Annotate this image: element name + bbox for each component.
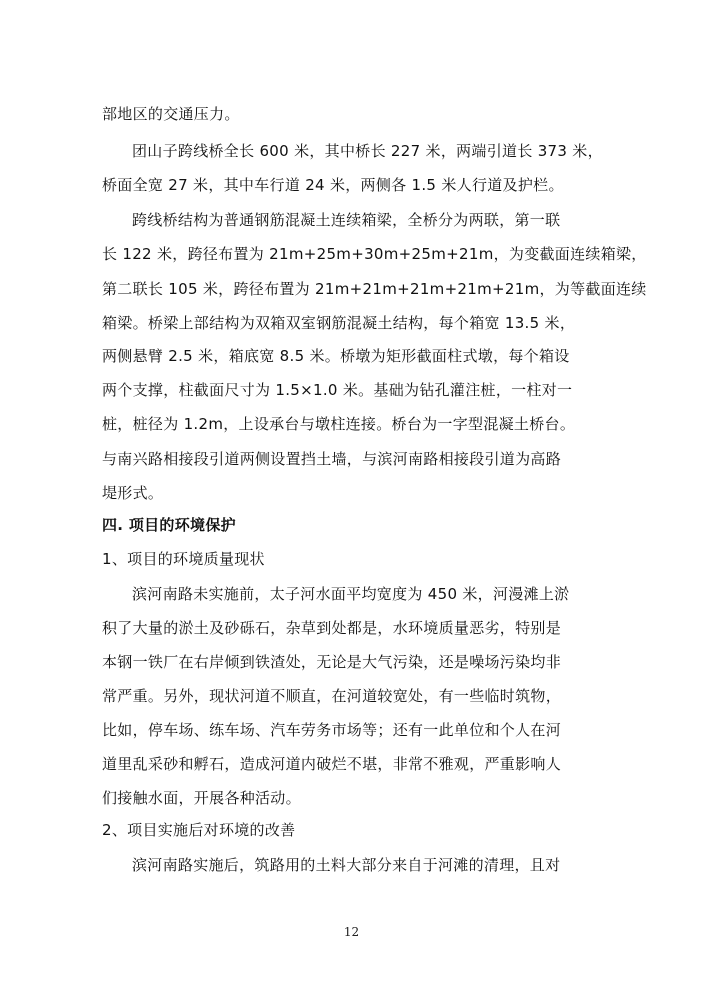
paragraph-line: 与南兴路相接段引道两侧设置挡土墙，与滨河南路相接段引道为高路 [102, 450, 562, 468]
paragraph-line: 滨河南路实施后，筑路用的土料大部分来自于河滩的清理，且对 [132, 856, 561, 874]
paragraph-line: 堤形式。 [102, 484, 164, 502]
subsection-heading: 2、项目实施后对环境的改善 [102, 821, 296, 839]
subsection-heading: 1、项目的环境质量现状 [102, 550, 265, 568]
paragraph-line: 常严重。另外，现状河道不顺直，在河道较宽处，有一些临时筑物， [102, 687, 562, 705]
paragraph-line: 滨河南路未实施前，太子河水面平均宽度为 450 米，河漫滩上淤 [132, 585, 570, 603]
paragraph-line: 积了大量的淤土及砂砾石，杂草到处都是，水环境质量恶劣，特别是 [102, 619, 562, 637]
paragraph-line: 桥面全宽 27 米，其中车行道 24 米，两侧各 1.5 米人行道及护栏。 [102, 176, 564, 194]
paragraph-line: 两侧悬臂 2.5 米，箱底宽 8.5 米。桥墩为矩形截面柱式墩，每个箱设 [102, 347, 570, 365]
page-number: 12 [343, 925, 360, 939]
paragraph-line: 们接触水面，开展各种活动。 [102, 789, 301, 807]
paragraph-line: 箱梁。桥梁上部结构为双箱双室钢筋混凝土结构，每个箱宽 13.5 米， [102, 314, 576, 332]
paragraph-line: 部地区的交通压力。 [102, 105, 240, 123]
paragraph-line: 长 122 米，跨径布置为 21m+25m+30m+25m+21m，为变截面连续箱梁， [102, 245, 647, 263]
section-heading: 四. 项目的环境保护 [102, 516, 236, 534]
paragraph-line: 比如，停车场、练车场、汽车劳务市场等；还有一此单位和个人在河 [102, 721, 562, 739]
paragraph-line: 团山子跨线桥全长 600 米，其中桥长 227 米，两端引道长 373 米， [132, 142, 603, 160]
paragraph-line: 跨线桥结构为普通钢筋混凝土连续箱梁，全桥分为两联，第一联 [132, 211, 561, 229]
paragraph-line: 桩，桩径为 1.2m，上设承台与墩柱连接。桥台为一字型混凝土桥台。 [102, 415, 576, 433]
paragraph-line: 道里乱采砂和孵石，造成河道内破烂不堪，非常不雅观，严重影响人 [102, 755, 562, 773]
paragraph-line: 本钢一铁厂在右岸倾到铁渣处，无论是大气污染，还是噪场污染均非 [102, 653, 562, 671]
paragraph-line: 两个支撑，柱截面尺寸为 1.5×1.0 米。基础为钻孔灌注桩，一柱对一 [102, 381, 573, 399]
paragraph-line: 第二联长 105 米，跨径布置为 21m+21m+21m+21m+21m，为等截面连续 [102, 280, 647, 298]
